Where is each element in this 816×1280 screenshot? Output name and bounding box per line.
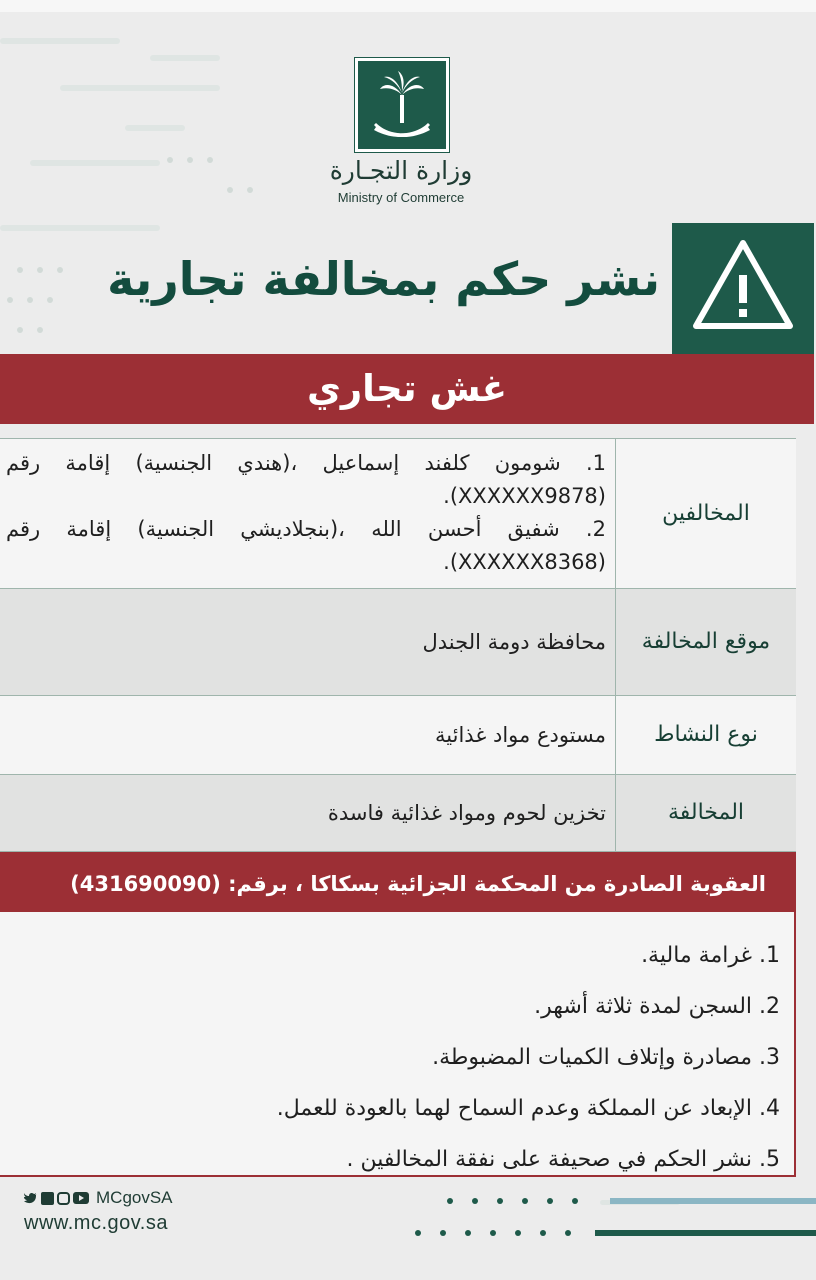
facebook-icon[interactable] [41,1192,54,1205]
violator-item: 2. شفيق أحسن الله ،(بنجلاديشي الجنسية) إقامة رقم (XXXXXX8368). [6,517,606,574]
location-label: موقع المخالفة [615,589,796,695]
penalties-bottom-line [0,1175,796,1177]
ministry-name-english: Ministry of Commerce [337,190,465,205]
warning-triangle-icon [672,223,814,354]
youtube-icon[interactable] [73,1192,89,1204]
social-handle[interactable]: MCgovSA [96,1188,173,1207]
penalties-list [20,930,780,1185]
category-title: غش تجاري [306,367,508,410]
ministry-logo [355,58,449,152]
details-table [0,438,796,852]
penalty-item: 3. مصادرة وإتلاف الكميات المضبوطة. [432,1045,780,1070]
violation-value: تخزين لحوم ومواد غذائية فاسدة [327,801,606,825]
instagram-icon[interactable] [57,1192,70,1205]
website-link[interactable]: www.mc.gov.sa [24,1212,168,1234]
violator-item: 1. شومون كلفند إسماعيل ،(هندي الجنسية) إقامة رقم (XXXXXX9878). [6,451,606,508]
table-row-violation [0,775,796,852]
ministry-name-arabic: وزارة التجـارة [329,156,473,185]
violators-label: المخالفين [615,439,796,588]
table-row-activity [0,696,796,775]
penalty-item: 4. الإبعاد عن المملكة وعدم السماح لهما بالعودة للعمل. [276,1096,780,1121]
penalty-item: 5. نشر الحكم في صحيفة على نفقة المخالفين . [346,1147,780,1172]
location-value: محافظة دومة الجندل [422,630,606,654]
penalties-box [0,912,796,1176]
warning-box [672,223,814,354]
penalty-item: 2. السجن لمدة ثلاثة أشهر. [534,994,780,1019]
penalty-item: 1. غرامة مالية. [641,943,780,968]
activity-label: نوع النشاط [615,696,796,774]
table-row-location [0,589,796,696]
palm-swords-emblem-icon [358,61,446,149]
social-links [24,1188,173,1208]
penalty-header: العقوبة الصادرة من المحكمة الجزائية بسكاكا ، برقم: (431690090) [70,872,766,896]
top-strip [0,0,816,12]
activity-value: مستودع مواد غذائية [435,723,606,747]
violation-label: المخالفة [615,775,796,851]
page-title: نشر حكم بمخالفة تجارية [107,252,660,306]
table-row-violators [0,439,796,589]
violators-list [6,447,606,579]
twitter-icon[interactable] [24,1192,38,1205]
